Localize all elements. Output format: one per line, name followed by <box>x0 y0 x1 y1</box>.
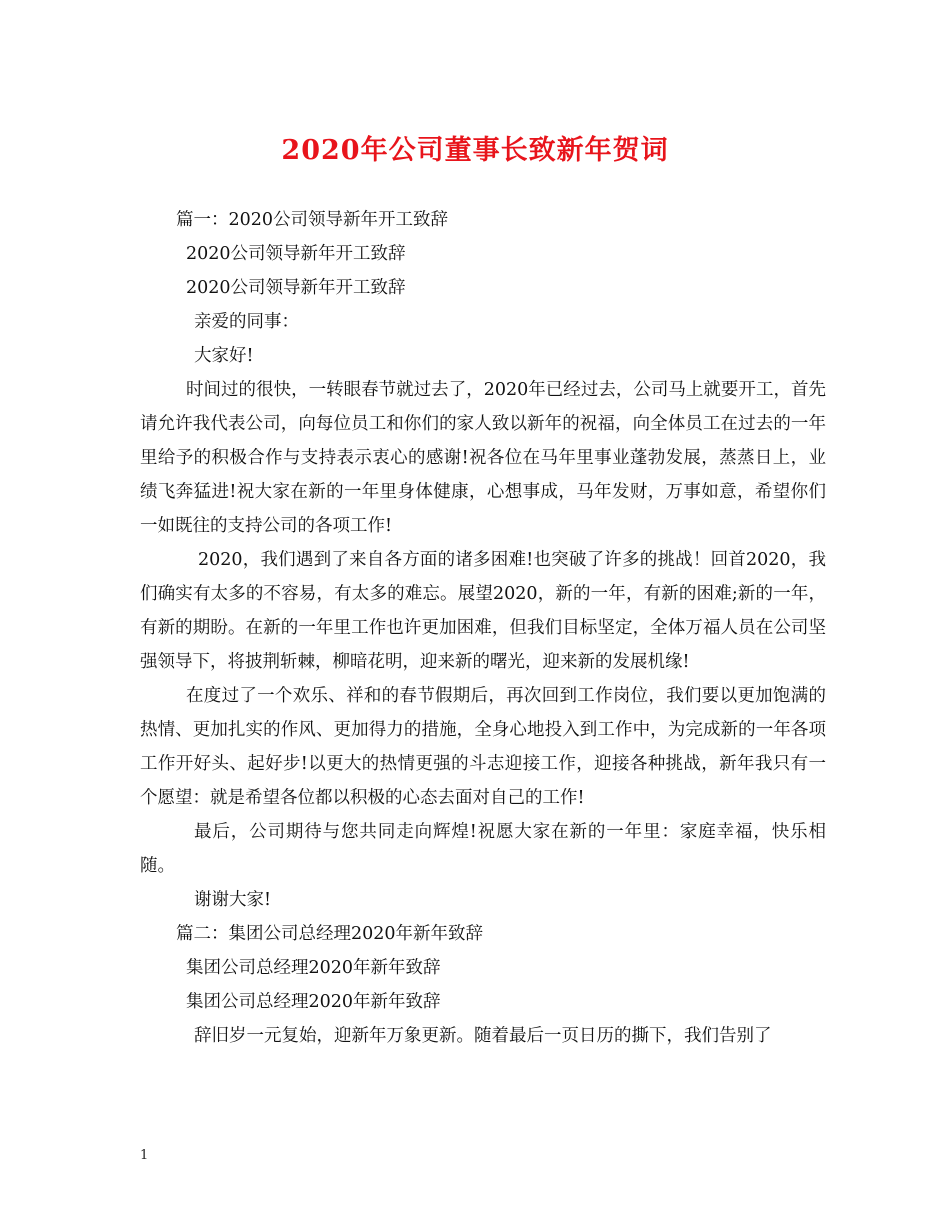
greeting: 大家好! <box>194 346 254 366</box>
paragraph: 时间过的很快，一转眼春节就过去了，2020年已经过去，公司马上就要开工，首先请允许我代表公司，向每位员工和你们的家人致以新年的祝福，向全体员工在过去的一年里给予的积极合作与支持表示衷心的感谢!祝各位在马年里事业蓬勃发展，蒸蒸日上，业绩飞奔猛进!祝大家在新的一年里身体健康，心想事成，马年发财，万事如意，希望你们一如既往的支持公司的各项工作! <box>140 380 826 536</box>
section-heading: 篇二：集团公司总经理2020年新年致辞 <box>176 924 484 944</box>
paragraph: 辞旧岁一元复始，迎新年万象更新。随着最后一页日历的撕下，我们告别了 <box>194 1026 772 1046</box>
closing: 谢谢大家! <box>194 890 272 910</box>
document-title: 2020年公司董事长致新年贺词 <box>281 135 669 166</box>
page-number: 1 <box>140 1148 149 1163</box>
subheading: 集团公司总经理2020年新年致辞 <box>186 992 441 1012</box>
document-body <box>140 203 826 1053</box>
subheading: 集团公司总经理2020年新年致辞 <box>186 958 441 978</box>
subheading: 2020公司领导新年开工致辞 <box>186 278 406 298</box>
section-heading: 篇一：2020公司领导新年开工致辞 <box>176 210 449 230</box>
salutation: 亲爱的同事： <box>194 312 299 332</box>
subheading: 2020公司领导新年开工致辞 <box>186 244 406 264</box>
paragraph: 2020，我们遇到了来自各方面的诸多困难!也突破了许多的挑战！回首2020，我们确实有太多的不容易，有太多的难忘。展望2020，新的一年，有新的困难;新的一年，有新的期盼。在新的一年里工作也许更加困难，但我们目标坚定，全体万福人员在公司坚强领导下，将披荆斩棘，柳暗花明，迎来新的曙光，迎来新的发展机缘! <box>140 550 826 672</box>
paragraph: 在度过了一个欢乐、祥和的春节假期后，再次回到工作岗位，我们要以更加饱满的热情、更加扎实的作风、更加得力的措施，全身心地投入到工作中，为完成新的一年各项工作开好头、起好步!以更大的热情更强的斗志迎接工作，迎接各种挑战，新年我只有一个愿望：就是希望各位都以积极的心态去面对自己的工作! <box>140 686 826 808</box>
paragraph: 最后，公司期待与您共同走向辉煌!祝愿大家在新的一年里：家庭幸福，快乐相随。 <box>140 822 826 876</box>
